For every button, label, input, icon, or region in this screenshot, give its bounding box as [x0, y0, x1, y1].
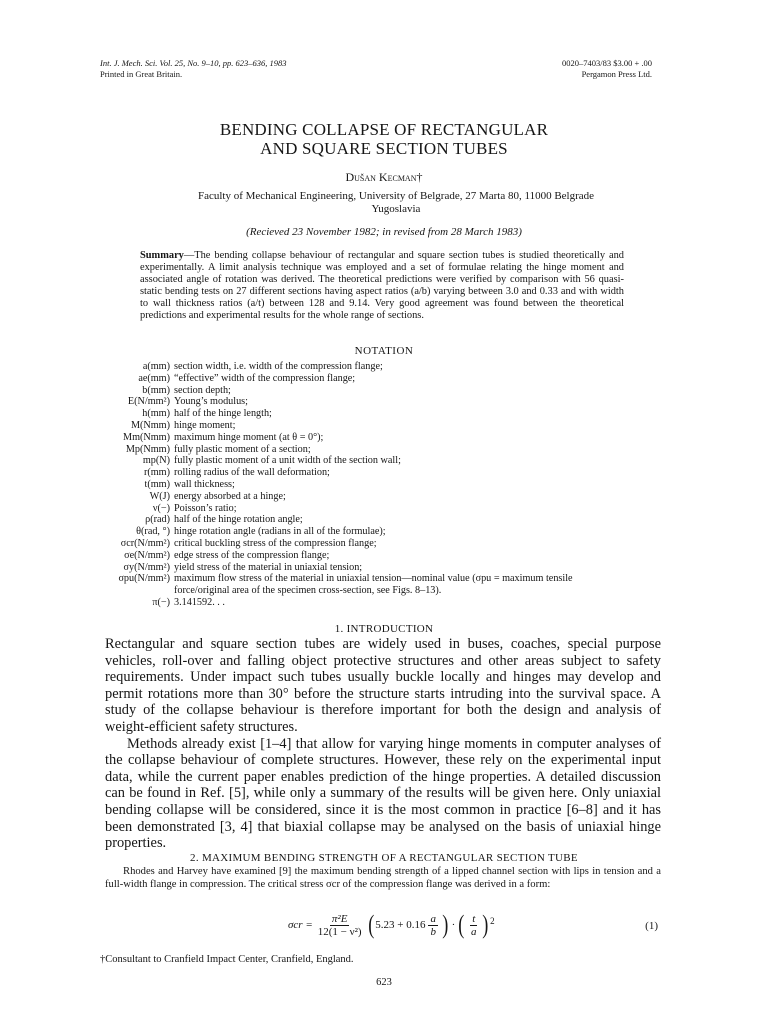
- title-line-1: BENDING COLLAPSE OF RECTANGULAR: [219, 120, 549, 139]
- notation-table: [90, 361, 628, 609]
- frac-a: a: [430, 912, 436, 925]
- equation-fraction-ab: [428, 913, 438, 938]
- notation-row: [90, 538, 628, 550]
- notation-description: fully plastic moment of a unit width of the section wall;: [174, 455, 401, 467]
- frac-t: t: [472, 912, 476, 925]
- publisher-code: [562, 58, 652, 79]
- equation-numerator: π²E: [331, 912, 348, 925]
- notation-symbol: π(−): [152, 596, 170, 608]
- section-2-title: 2. MAXIMUM BENDING STRENGTH OF A RECTANGULAR SECTION TUBE: [190, 852, 578, 864]
- notation-description: section width, i.e. width of the compression flange;: [174, 361, 383, 372]
- notation-description: maximum hinge moment (at θ = 0°);: [174, 431, 324, 443]
- notation-row: [90, 455, 628, 467]
- summary-text: —The bending collapse behaviour of rectangular and square section tubes is studied theoretically and experimentally. A limit analysis technique was employed and a set of formulae relating the hinge moment and associated angle of rotation was derived. The theoretical predictions were verified by comparison with 56 quasi-static bending tests on 27 different sections having aspect ratios (a/b) varying between 3.0 and 0.33 and with width to wall thickness ratios (a/t) between 128 and 9.14. Very good agreement was found between the theoretical predictions and experimental results for the whole range of sections.: [140, 250, 624, 321]
- notation-description: Poisson’s ratio;: [174, 502, 237, 514]
- notation-row: [90, 514, 628, 526]
- title-line-2: AND SQUARE SECTION TUBES: [260, 139, 508, 158]
- notation-description: hinge rotation angle (radians in all of the formulae);: [174, 526, 386, 538]
- affiliation-line-2: Yugoslavia: [371, 203, 421, 215]
- notation-row: [90, 491, 628, 503]
- notation-symbol: W(J): [149, 490, 170, 502]
- notation-description: “effective” width of the compression flange;: [174, 372, 356, 384]
- notation-row: [90, 597, 628, 609]
- notation-symbol: σe(N/mm²): [124, 549, 170, 561]
- notation-symbol: r(mm): [143, 467, 170, 479]
- equation-denominator: 12(1 − ν²): [317, 925, 362, 938]
- notation-list: [90, 361, 628, 609]
- notation-symbol: M(Nmm): [130, 419, 170, 431]
- notation-row: [90, 573, 628, 597]
- notation-row: [90, 526, 628, 538]
- affiliation: [140, 190, 652, 216]
- notation-description: energy absorbed at a hinge;: [174, 490, 286, 502]
- notation-heading: NOTATION: [354, 345, 414, 357]
- notation-description: fully plastic moment of a section;: [174, 443, 311, 455]
- code-line-1: 0020–7403/83 $3.00 + .00: [561, 58, 652, 68]
- notation-description: half of the hinge length;: [174, 408, 272, 420]
- notation-description: 3.141592. . .: [174, 596, 225, 608]
- equation-exponent: 2: [490, 916, 495, 926]
- notation-description: critical buckling stress of the compression flange;: [174, 537, 377, 549]
- notation-description: Young’s modulus;: [174, 396, 248, 408]
- notation-symbol: b(mm): [142, 384, 170, 396]
- notation-description: yield stress of the material in uniaxial tension;: [174, 561, 363, 573]
- affiliation-line-1: Faculty of Mechanical Engineering, University of Belgrade, 27 Marta 80, 11000 Belgrade: [197, 190, 595, 202]
- equation-lhs: σcr =: [288, 919, 313, 931]
- notation-description: maximum flow stress of the material in uniaxial tension—nominal value (σpu = maximum tensile force/original area of the specimen cross-section, see Figs. 8–13).: [174, 573, 573, 597]
- frac-a2: a: [470, 925, 477, 938]
- notation-description: rolling radius of the wall deformation;: [174, 467, 330, 479]
- summary-label: Summary: [140, 250, 184, 261]
- notation-symbol: θ(rad, °): [136, 526, 170, 538]
- notation-row: [90, 479, 628, 491]
- notation-row: [90, 420, 628, 432]
- notation-symbol: σpu(N/mm²): [118, 573, 170, 585]
- journal-line-2: Printed in Great Britain.: [100, 68, 183, 79]
- notation-row: [90, 408, 628, 420]
- paren-open: (: [367, 910, 374, 939]
- section-1-title: 1. INTRODUCTION: [334, 623, 434, 635]
- notation-symbol: h(mm): [142, 408, 170, 420]
- notation-symbol: E(N/mm²): [127, 396, 170, 408]
- notation-description: half of the hinge rotation angle;: [174, 514, 303, 526]
- paren-close: ): [442, 910, 449, 939]
- footnote: †Consultant to Cranfield Impact Center, Cranfield, England.: [100, 954, 354, 965]
- paren-close-2: ): [482, 910, 489, 939]
- code-line-2: Pergamon Press Ltd.: [581, 68, 652, 79]
- paren-open-2: (: [458, 910, 465, 939]
- notation-row: [90, 373, 628, 385]
- notation-row: [90, 396, 628, 408]
- equation-1: [288, 912, 495, 938]
- notation-symbol: t(mm): [144, 478, 170, 490]
- equation-number: (1): [645, 920, 658, 932]
- notation-description: section depth;: [174, 384, 231, 396]
- notation-row: [90, 361, 628, 373]
- section-1-paragraph-1: Rectangular and square section tubes are widely used in buses, coaches, special purpose vehicles, roll-over and falling object protective structures and other areas subject to safety requirements. Under impact such tubes usually buckle locally and hinges may develop and permit rotations more than 30° before the structure starts intruding into the survival space. A study of the collapse behaviour is therefore important for both the design and analysis of weight-efficient safety structures.: [105, 636, 661, 735]
- equation-fraction-main: [316, 913, 364, 938]
- section-1-body: [105, 636, 661, 852]
- notation-row: [90, 562, 628, 574]
- received-dates: (Recieved 23 November 1982; in revised from 28 March 1983): [246, 226, 522, 238]
- notation-symbol: σy(N/mm²): [123, 561, 170, 573]
- notation-row: [90, 550, 628, 562]
- notation-symbol: σcr(N/mm²): [120, 537, 170, 549]
- journal-line-1: Int. J. Mech. Sci. Vol. 25, No. 9–10, pp. 623–636, 1983: [100, 58, 287, 68]
- notation-row: [90, 444, 628, 456]
- author-name: Dušan Kecman†: [345, 170, 423, 184]
- notation-description: hinge moment;: [174, 419, 236, 431]
- paper-title: [0, 120, 768, 158]
- frac-b: b: [430, 925, 436, 938]
- notation-symbol: mp(N): [142, 455, 170, 467]
- journal-citation: [100, 58, 287, 79]
- notation-symbol: Mm(Nmm): [123, 431, 170, 443]
- summary-abstract: [140, 250, 624, 322]
- notation-row: [90, 503, 628, 515]
- notation-row: [90, 467, 628, 479]
- notation-description: wall thickness;: [174, 478, 235, 490]
- equation-dot: ·: [451, 919, 456, 931]
- section-2-paragraph-1: Rhodes and Harvey have examined [9] the maximum bending strength of a lipped channel section with lips in tension and a full-width flange in compression. The critical stress σcr of the compression flange was derived in a form:: [105, 866, 661, 890]
- page-number: 623: [376, 977, 392, 988]
- notation-symbol: ρ(rad): [145, 514, 170, 526]
- notation-description: edge stress of the compression flange;: [174, 549, 330, 561]
- notation-row: [90, 385, 628, 397]
- notation-symbol: ν(−): [152, 502, 170, 514]
- notation-symbol: a(mm): [142, 361, 170, 372]
- notation-symbol: ae(mm): [138, 372, 170, 384]
- notation-row: [90, 432, 628, 444]
- equation-fraction-ta: [469, 913, 479, 938]
- section-1-paragraph-2: Methods already exist [1–4] that allow for varying hinge moments in computer analyses of the collapse behaviour of complete structures. However, these rely on the experimental input data, while the current paper enables prediction of the hinge properties. A detailed discussion can be found in Ref. [5], while only a summary of the results will be given here. Only uniaxial bending collapse will be considered, since it is the most common in practice [6–8] and it has been demonstrated [3, 4] that biaxial collapse may be analysed on the basis of uniaxial hinge properties.: [105, 735, 661, 852]
- notation-symbol: Mp(Nmm): [125, 443, 170, 455]
- equation-inner: 5.23 + 0.16: [375, 919, 426, 931]
